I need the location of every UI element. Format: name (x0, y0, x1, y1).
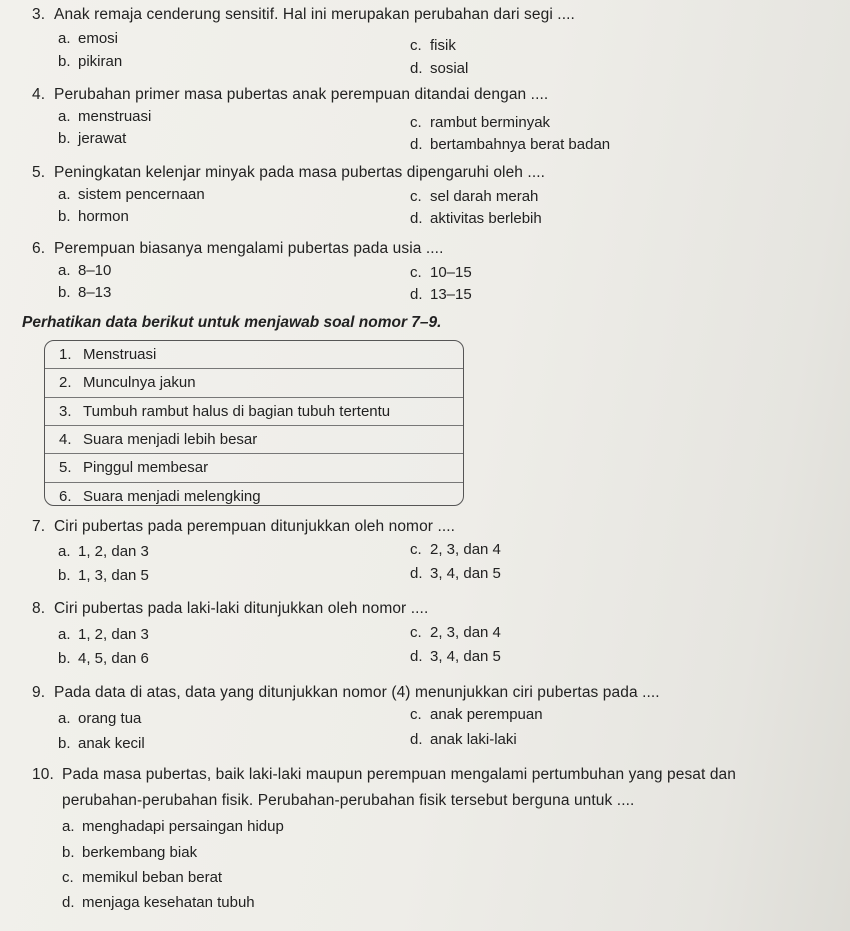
option-letter: a. (58, 30, 71, 47)
option-text: 3, 4, dan 5 (430, 565, 501, 582)
option-letter: d. (410, 286, 423, 303)
question-10-option-d[interactable] (62, 894, 255, 911)
question-text: Perempuan biasanya mengalami pubertas pada usia .... (54, 240, 444, 257)
question-5-option-d[interactable] (410, 210, 542, 227)
option-letter: b. (58, 567, 71, 584)
data-item (45, 454, 463, 482)
data-item (45, 369, 463, 397)
option-letter: a. (58, 186, 71, 203)
question-text: Pada masa pubertas, baik laki-laki maupun perempuan mengalami pertumbuhan yang pesat dan (62, 766, 736, 783)
option-text: 13–15 (430, 286, 472, 303)
option-letter: a. (58, 626, 71, 643)
option-letter: c. (410, 706, 422, 723)
question-text: Peningkatan kelenjar minyak pada masa pubertas dipengaruhi oleh .... (54, 164, 546, 181)
option-letter: c. (62, 869, 74, 886)
question-text: Anak remaja cenderung sensitif. Hal ini merupakan perubahan dari segi .... (54, 6, 575, 23)
option-letter: a. (58, 262, 71, 279)
question-9-option-d[interactable] (410, 731, 517, 748)
option-letter: a. (58, 543, 71, 560)
option-text: berkembang biak (82, 844, 198, 861)
option-text: anak kecil (78, 735, 145, 752)
option-text: hormon (78, 208, 129, 225)
question-4-option-a[interactable] (58, 108, 151, 125)
question-5-stem (32, 164, 545, 182)
question-9-option-a[interactable] (58, 710, 141, 727)
data-item-text: Pinggul membesar (83, 459, 209, 477)
option-letter: d. (410, 210, 423, 227)
question-10-option-b[interactable] (62, 844, 197, 861)
question-text: Perubahan primer masa pubertas anak perempuan ditandai dengan .... (54, 86, 549, 103)
question-3-stem (32, 6, 575, 24)
question-number: 6. (32, 240, 46, 257)
data-item-number: 6. (59, 487, 72, 505)
data-item-number: 4. (59, 430, 72, 448)
question-5-option-c[interactable] (410, 188, 538, 205)
question-10-option-a[interactable] (62, 818, 284, 835)
question-6-option-a[interactable] (58, 262, 111, 279)
option-letter: d. (410, 136, 423, 153)
data-item-text: Suara menjadi melengking (83, 487, 261, 505)
option-text: memikul beban berat (82, 869, 223, 886)
question-number: 3. (32, 6, 46, 23)
question-5-option-a[interactable] (58, 186, 205, 203)
option-letter: c. (410, 264, 422, 281)
question-4-option-b[interactable] (58, 130, 126, 147)
question-number: 5. (32, 164, 46, 181)
option-text: aktivitas berlebih (430, 210, 542, 227)
option-letter: c. (410, 188, 422, 205)
option-text: 1, 2, dan 3 (78, 626, 149, 643)
data-instruction: Perhatikan data berikut untuk menjawab soal nomor 7–9. (22, 314, 442, 331)
option-text: menstruasi (78, 108, 152, 125)
question-9-option-b[interactable] (58, 735, 145, 752)
question-10-stem-line-1 (32, 766, 736, 784)
question-4-option-c[interactable] (410, 114, 550, 131)
option-text: rambut berminyak (430, 114, 551, 131)
data-item (45, 341, 463, 369)
option-letter: a. (58, 710, 71, 727)
question-9-option-c[interactable] (410, 706, 543, 723)
option-text: menghadapi persaingan hidup (82, 818, 284, 835)
question-8-stem (32, 600, 428, 618)
option-letter: a. (58, 108, 71, 125)
question-8-option-b[interactable] (58, 650, 149, 667)
data-item-text: Tumbuh rambut halus di bagian tubuh tertentu (83, 402, 391, 420)
option-text: menjaga kesehatan tubuh (82, 894, 255, 911)
option-text: 4, 5, dan 6 (78, 650, 149, 667)
option-letter: b. (62, 844, 75, 861)
option-letter: d. (410, 648, 423, 665)
question-8-option-a[interactable] (58, 626, 149, 643)
question-10-stem-line-2 (62, 792, 634, 810)
question-number: 7. (32, 518, 46, 535)
question-8-option-c[interactable] (410, 624, 501, 641)
option-letter: b. (58, 208, 71, 225)
question-3-option-b[interactable] (58, 53, 122, 70)
question-3-option-c[interactable] (410, 37, 456, 54)
question-9-stem (32, 684, 660, 702)
data-item-text: Munculnya jakun (83, 374, 196, 392)
option-text: orang tua (78, 710, 142, 727)
data-item-text: Suara menjadi lebih besar (83, 430, 258, 448)
data-item (45, 426, 463, 454)
question-text: perubahan-perubahan fisik. Perubahan-perubahan fisik tersebut berguna untuk .... (62, 792, 635, 809)
question-5-option-b[interactable] (58, 208, 129, 225)
question-6-stem (32, 240, 444, 258)
option-letter: d. (410, 565, 423, 582)
option-letter: c. (410, 114, 422, 131)
option-text: fisik (430, 37, 456, 54)
question-3-option-a[interactable] (58, 30, 118, 47)
option-letter: a. (62, 818, 75, 835)
option-text: jerawat (78, 130, 127, 147)
data-item-number: 3. (59, 402, 72, 420)
option-letter: b. (58, 284, 71, 301)
data-item (45, 483, 463, 506)
option-letter: c. (410, 624, 422, 641)
option-letter: c. (410, 541, 422, 558)
option-letter: d. (410, 60, 423, 77)
data-item-number: 1. (59, 346, 72, 363)
data-item-number: 5. (59, 459, 72, 477)
question-text: Ciri pubertas pada perempuan ditunjukkan oleh nomor .... (54, 518, 456, 535)
option-text: pikiran (78, 53, 123, 70)
data-item-text: Menstruasi (83, 346, 157, 363)
question-10-option-c[interactable] (62, 869, 222, 886)
option-letter: d. (62, 894, 75, 911)
option-text: 3, 4, dan 5 (430, 648, 501, 665)
question-7-option-b[interactable] (58, 567, 149, 584)
data-list-box (44, 340, 464, 506)
question-6-option-b[interactable] (58, 284, 111, 301)
question-8-option-d[interactable] (410, 648, 501, 665)
option-text: bertambahnya berat badan (430, 136, 611, 153)
option-text: anak perempuan (430, 706, 543, 723)
data-item-number: 2. (59, 374, 72, 392)
option-text: sel darah merah (430, 188, 539, 205)
option-letter: d. (410, 731, 423, 748)
question-number: 4. (32, 86, 46, 103)
option-letter: b. (58, 735, 71, 752)
data-item (45, 398, 463, 426)
question-number: 10. (32, 766, 54, 783)
question-number: 9. (32, 684, 46, 701)
question-4-option-d[interactable] (410, 136, 610, 153)
option-text: sosial (430, 60, 469, 77)
question-number: 8. (32, 600, 46, 617)
option-text: 2, 3, dan 4 (430, 541, 501, 558)
option-text: 8–13 (78, 284, 112, 301)
option-letter: b. (58, 53, 71, 70)
question-7-option-c[interactable] (410, 541, 501, 558)
option-letter: b. (58, 650, 71, 667)
question-7-stem (32, 518, 455, 536)
option-text: 10–15 (430, 264, 472, 281)
option-text: anak laki-laki (430, 731, 517, 748)
question-6-option-d[interactable] (410, 286, 472, 303)
option-text: 1, 3, dan 5 (78, 567, 149, 584)
option-text: 2, 3, dan 4 (430, 624, 501, 641)
question-6-option-c[interactable] (410, 264, 472, 281)
question-7-option-d[interactable] (410, 565, 501, 582)
option-letter: c. (410, 37, 422, 54)
question-3-option-d[interactable] (410, 60, 468, 77)
option-text: 1, 2, dan 3 (78, 543, 149, 560)
question-7-option-a[interactable] (58, 543, 149, 560)
question-4-stem (32, 86, 548, 104)
option-letter: b. (58, 130, 71, 147)
option-text: sistem pencernaan (78, 186, 205, 203)
option-text: 8–10 (78, 262, 112, 279)
question-text: Ciri pubertas pada laki-laki ditunjukkan oleh nomor .... (54, 600, 429, 617)
option-text: emosi (78, 30, 119, 47)
question-text: Pada data di atas, data yang ditunjukkan nomor (4) menunjukkan ciri pubertas pada .... (54, 684, 660, 701)
